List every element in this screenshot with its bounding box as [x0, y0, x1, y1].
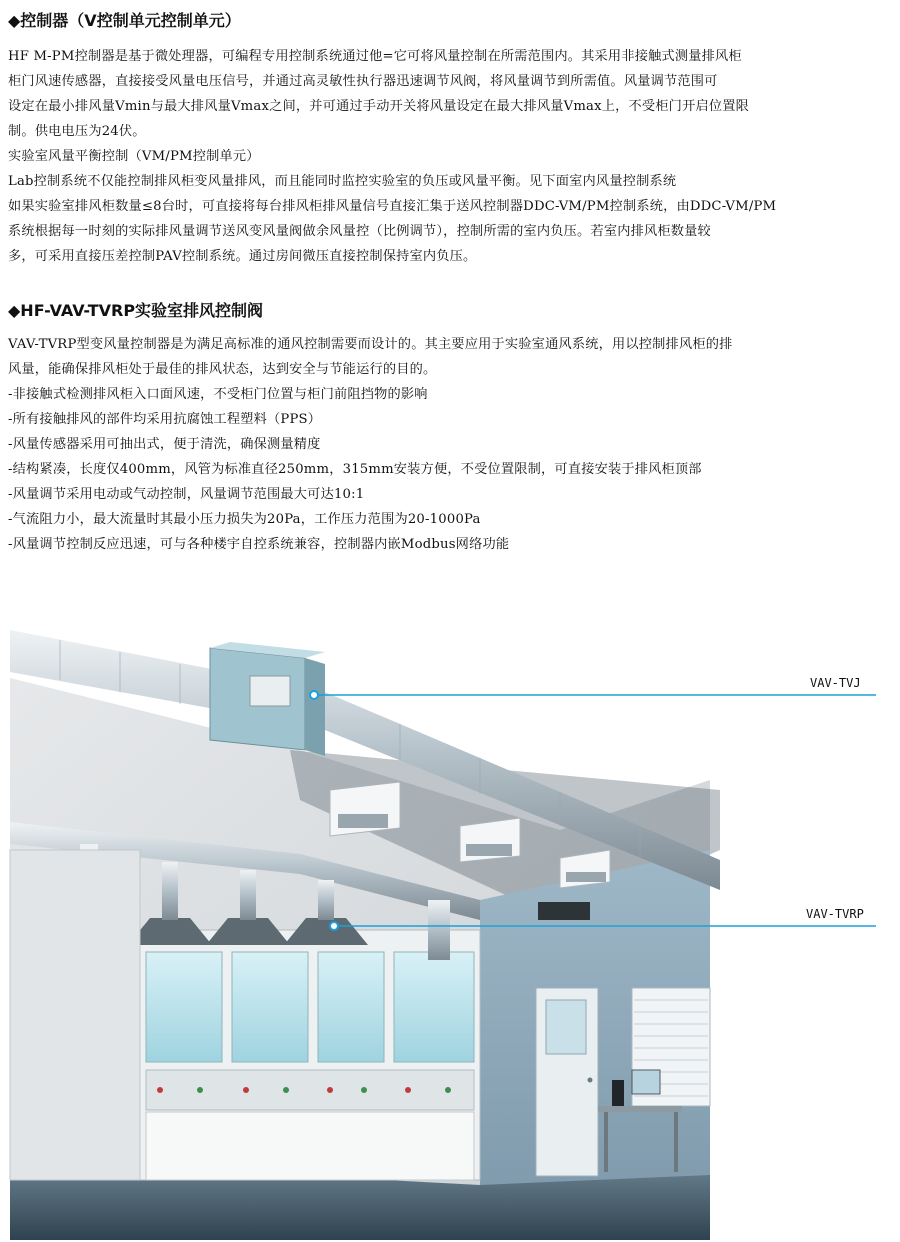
section1-line: 柜门风速传感器，直接接受风量电压信号，并通过高灵敏性执行器迅速调节风阀，将风量调节到所需值。风量调节范围可 — [8, 74, 718, 89]
vav-tvrp-label: VAV-TVRP — [806, 907, 864, 921]
monitor — [632, 1070, 660, 1094]
section2-line: -风量调节控制反应迅速，可与各种楼宇自控系统兼容，控制器内嵌Modbus网络功能 — [8, 537, 510, 552]
section2-line: -非接触式检测排风柜入口面风速，不受柜门位置与柜门前阻挡物的影响 — [8, 387, 428, 402]
lab-scene-svg — [0, 600, 900, 1242]
section2-line: -气流阻力小，最大流量时其最小压力损失为20Pa，工作压力范围为20-1000Pa — [8, 512, 481, 527]
tvrp-callout-dot — [330, 922, 338, 930]
fume-hoods — [140, 930, 480, 1180]
lab-ventilation-illustration — [0, 600, 900, 1242]
section1-line: 设定在最小排风量Vmin与最大排风量Vmax之间，并可通过手动开关将风量设定在最大排风量Vmax上，不受柜门开启位置限 — [8, 99, 750, 114]
vav-tvj-controller — [250, 676, 290, 706]
section2-line: -风量传感器采用可抽出式，便于清洗，确保测量精度 — [8, 437, 321, 452]
section1-body — [8, 44, 888, 269]
section1-line: 系统根据每一时刻的实际排风量调节送风变风量阀做余风量控（比例调节），控制所需的室内负压。若室内排风柜数量较 — [8, 224, 711, 239]
section2-line: -风量调节采用电动或气动控制，风量调节范围最大可达10:1 — [8, 487, 365, 502]
section2-line: -结构紧凑，长度仅400mm，风管为标准直径250mm，315mm安装方便，不受位置限制，可直接安装于排风柜顶部 — [8, 462, 702, 477]
section1-line: 如果实验室排风柜数量≤8台时，可直接将每台排风柜排风量信号直接汇集于送风控制器DDC-VM/PM控制系统，由DDC-VM/PM — [8, 199, 777, 214]
air-grille — [538, 902, 590, 920]
section2-body — [8, 332, 888, 557]
section1-line: 实验室风量平衡控制（VM/PM控制单元） — [8, 149, 260, 164]
section2-line: -所有接触排风的部件均采用抗腐蚀工程塑料（PPS） — [8, 412, 322, 427]
section2-title: ◆HF-VAV-TVRP实验室排风控制阀 — [8, 301, 264, 320]
section2-line: 风量，能确保排风柜处于最佳的排风状态，达到安全与节能运行的目的。 — [8, 362, 437, 377]
section1-line: Lab控制系统不仅能控制排风柜变风量排风，而且能同时监控实验室的负压或风量平衡。见下面室内风量控制系统 — [8, 174, 677, 189]
desk — [598, 1106, 682, 1112]
section1-line: HF M-PM控制器是基于微处理器，可编程专用控制系统通过他=它可将风量控制在所需范围内。其采用非接触式测量排风柜 — [8, 49, 742, 64]
section1-title: ◆控制器（V控制单元控制单元） — [8, 11, 241, 30]
section2-line: VAV-TVRP型变风量控制器是为满足高标准的通风控制需要而设计的。其主要应用于实验室通风系统，用以控制排风柜的排 — [8, 337, 733, 352]
section1-line: 制。供电电压为24伏。 — [8, 124, 146, 139]
section1-line: 多，可采用直接压差控制PAV控制系统。通过房间微压直接控制保持室内负压。 — [8, 249, 477, 264]
vav-tvj-label: VAV-TVJ — [810, 676, 861, 690]
tvj-callout-dot — [310, 691, 318, 699]
